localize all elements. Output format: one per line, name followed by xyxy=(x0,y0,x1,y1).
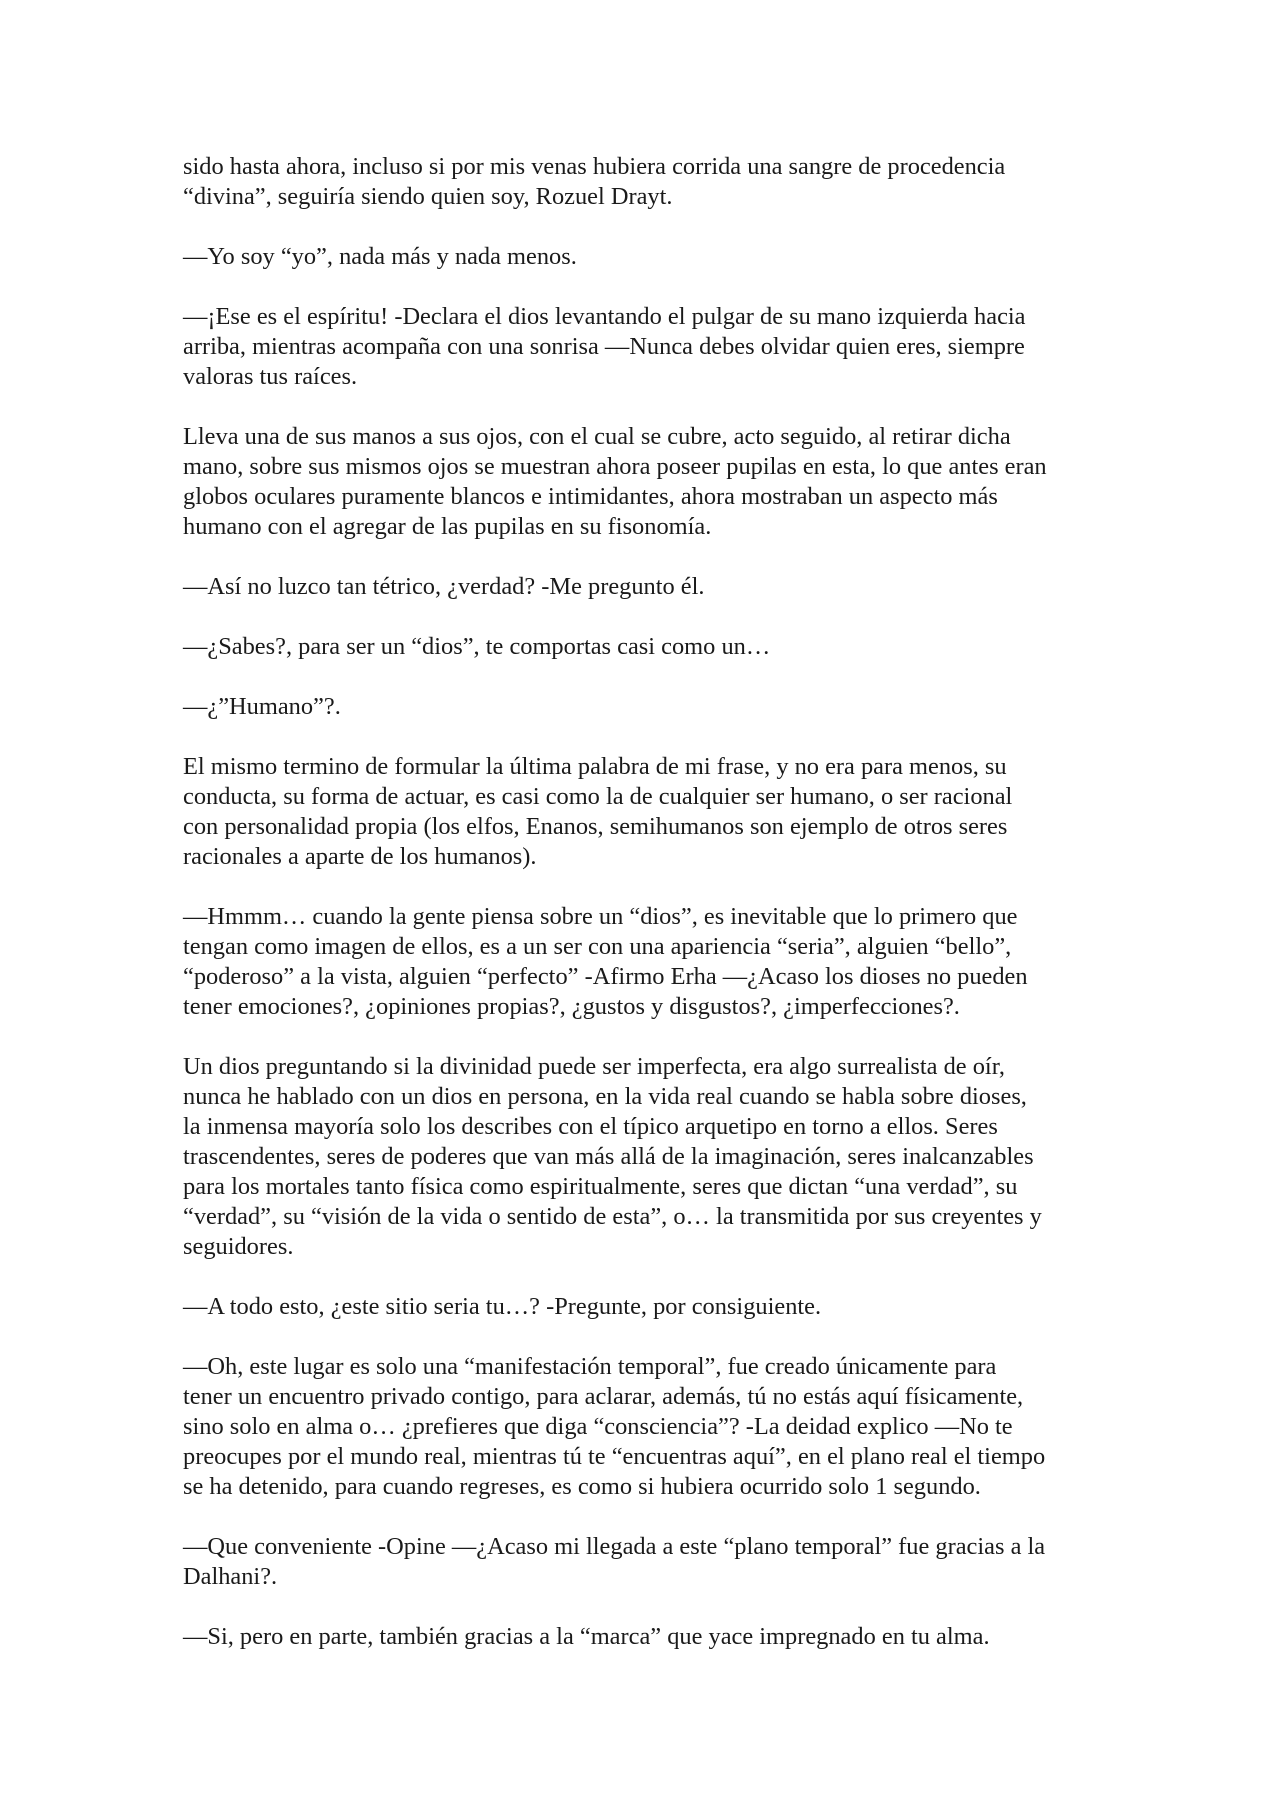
paragraph: —¡Ese es el espíritu! -Declara el dios levantando el pulgar de su mano izquierda hacia arriba, mientras acompaña con una sonrisa —Nunca debes olvidar quien eres, siempre valoras tus raíces. xyxy=(183,303,1026,390)
paragraph: —¿”Humano”?. xyxy=(183,693,341,720)
paragraph: —Hmmm… cuando la gente piensa sobre un “dios”, es inevitable que lo primero que tengan como imagen de ellos, es a un ser con una apariencia “seria”, alguien “bello”, “poderoso” a la vista, alguien “perfecto” -Afirmo Erha —¿Acaso los dioses no pueden tener emociones?, ¿opiniones propias?, ¿gustos y disgustos?, ¿imperfecciones?. xyxy=(183,903,1028,1020)
paragraph: Lleva una de sus manos a sus ojos, con el cual se cubre, acto seguido, al retirar dicha mano, sobre sus mismos ojos se muestran ahora poseer pupilas en esta, lo que antes eran globos oculares puramente blancos e intimidantes, ahora mostraban un aspecto más humano con el agregar de las pupilas en su fisonomía. xyxy=(183,423,1047,540)
paragraph: —Si, pero en parte, también gracias a la “marca” que yace impregnado en tu alma. xyxy=(183,1623,990,1650)
document-body xyxy=(183,152,1108,1682)
paragraph: sido hasta ahora, incluso si por mis venas hubiera corrida una sangre de procedencia “divina”, seguiría siendo quien soy, Rozuel Drayt. xyxy=(183,153,1006,210)
paragraph: —Yo soy “yo”, nada más y nada menos. xyxy=(183,243,577,270)
paragraph: —Oh, este lugar es solo una “manifestación temporal”, fue creado únicamente para tener un encuentro privado contigo, para aclarar, además, tú no estás aquí físicamente, sino solo en alma o… ¿prefieres que diga “consciencia”? -La deidad explico —No te preocupes por el mundo real, mientras tú te “encuentras aquí”, en el plano real el tiempo se ha detenido, para cuando regreses, es como si hubiera ocurrido solo 1 segundo. xyxy=(183,1353,1046,1500)
paragraph: El mismo termino de formular la última palabra de mi frase, y no era para menos, su conducta, su forma de actuar, es casi como la de cualquier ser humano, o ser racional con personalidad propia (los elfos, Enanos, semihumanos son ejemplo de otros seres racionales a aparte de los humanos). xyxy=(183,753,1013,870)
paragraph: —Así no luzco tan tétrico, ¿verdad? -Me pregunto él. xyxy=(183,573,705,600)
paragraph: —¿Sabes?, para ser un “dios”, te comportas casi como un… xyxy=(183,633,771,660)
paragraph: —A todo esto, ¿este sitio seria tu…? -Pregunte, por consiguiente. xyxy=(183,1293,822,1320)
paragraph: —Que conveniente -Opine —¿Acaso mi llegada a este “plano temporal” fue gracias a la Dalhani?. xyxy=(183,1533,1046,1590)
paragraph: Un dios preguntando si la divinidad puede ser imperfecta, era algo surrealista de oír, nunca he hablado con un dios en persona, en la vida real cuando se habla sobre dioses, la inmensa mayoría solo los describes con el típico arquetipo en torno a ellos. Seres trascendentes, seres de poderes que van más allá de la imaginación, seres inalcanzables para los mortales tanto física como espiritualmente, seres que dictan “una verdad”, su “verdad”, su “visión de la vida o sentido de esta”, o… la transmitida por sus creyentes y seguidores. xyxy=(183,1053,1042,1260)
